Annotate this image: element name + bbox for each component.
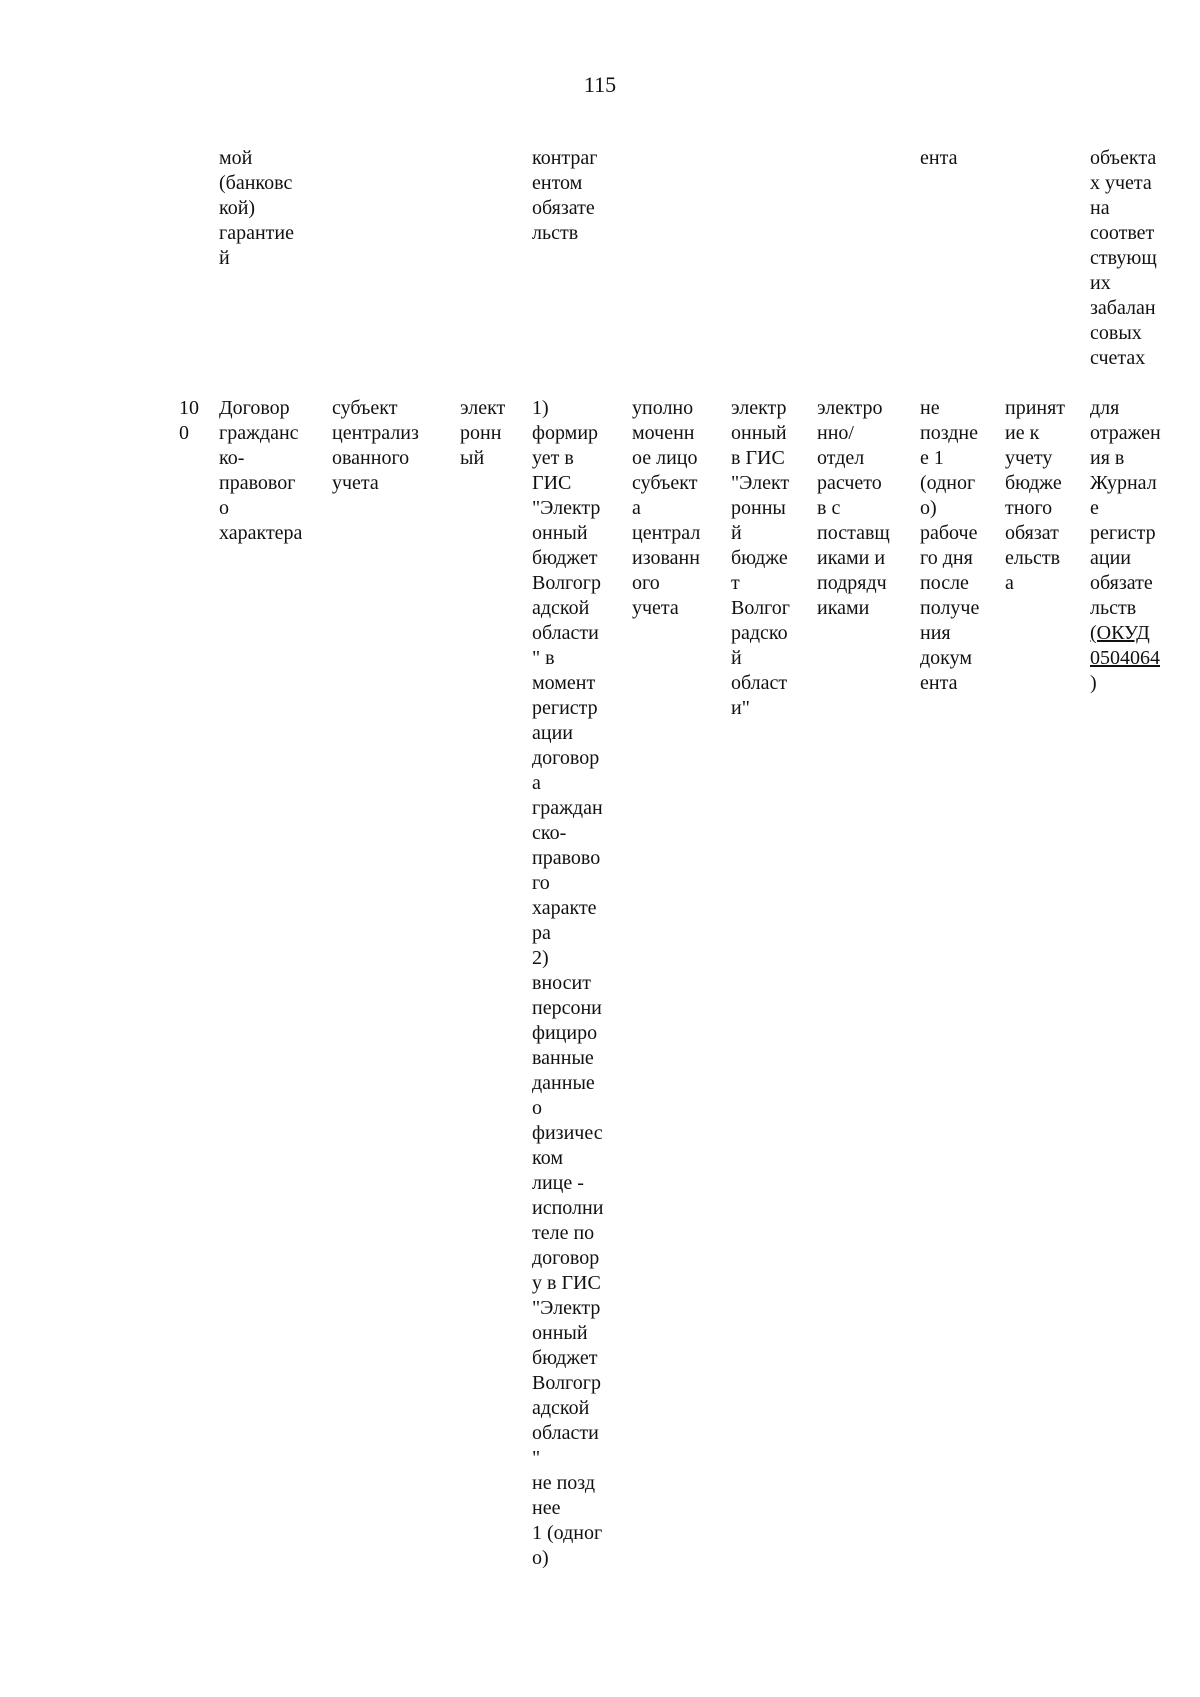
prev-row-obligations-cell: контраг ентом обязате льств (532, 147, 598, 244)
prev-row-guarantee-cell: мой (банковс кой) гарантие й (219, 147, 294, 269)
recipient-cell: электро нно/ отдел расчето в с поставщ иками и подрядч иками (817, 397, 890, 619)
document-name-cell: Договор гражданс ко- правовог о характера (219, 397, 303, 544)
procedure-cell: 1) формир ует в ГИС "Электр онный бюджет Волгогр адской области " в момент регистр ации договор а граждан ско- правово го характе ра 2) вносит персони фициро ванные данные о физичес ком лице - исполни теле по договор у в ГИС "Электр онный бюджет Волгогр адской области " не позд нее 1 (одног о) (532, 397, 604, 1569)
responsible-cell: субъект централиз ованного учета (332, 397, 419, 494)
deadline-cell: не поздне е 1 (одног о) рабоче го дня после получе ния докум ента (920, 397, 980, 694)
form-cell: элект ронн ый (460, 397, 506, 469)
result-text: для отражен ия в Журнал е регистр ации обязате льств (1090, 397, 1161, 619)
row-number-cell: 10 0 (179, 397, 199, 444)
purpose-cell: принят ие к учету бюдже тного обязат ельств а (1005, 397, 1066, 594)
prev-row-document-cell: ента (920, 147, 958, 169)
location-cell: электр онный в ГИС "Элект ронны й бюдже т Волгог радско й област и" (731, 397, 790, 719)
result-closing-paren: ) (1090, 672, 1097, 694)
okud-form-link[interactable]: (ОКУД 0504064 (1090, 622, 1160, 669)
signer-cell: уполно моченн ое лицо субъект а централ изованн ого учета (632, 397, 701, 619)
page-number: 115 (583, 72, 617, 97)
prev-row-accounts-cell: объекта х учета на соответ ствующ их забалан совых счетах (1090, 147, 1157, 369)
result-cell (1090, 396, 1161, 696)
